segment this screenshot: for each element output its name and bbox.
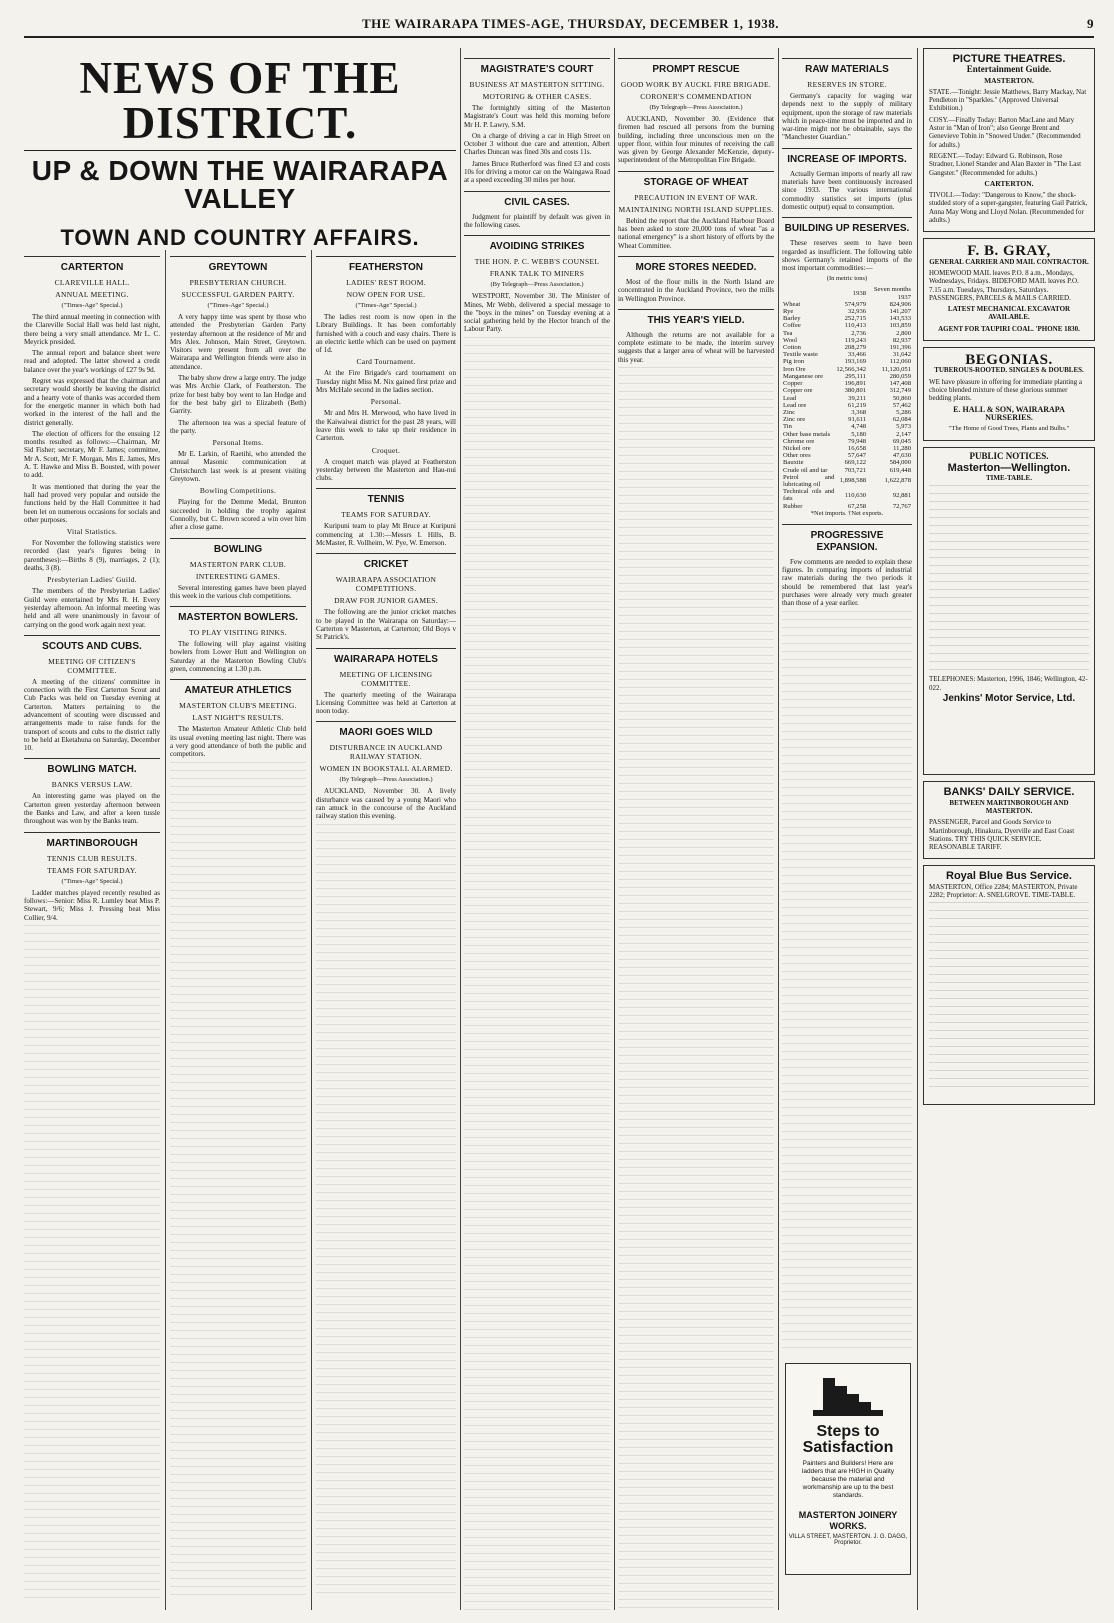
table-cell: 619,448 [889, 466, 911, 474]
article-paragraph: Germany's capacity for waging war depends next to the supply of military equipment, upon the storage of raw materials which in peace-time must be imported and in war-time might not be obtainable, says the "Manchester Guardian." [782, 92, 912, 142]
table-cell: Zinc ore [783, 416, 806, 424]
article-subhead: (By Telegraph—Press Association.) [490, 281, 584, 289]
text-lines [24, 925, 160, 1600]
article-paragraph: Ladder matches played recently resulted as follows:—Senior: Miss R. Lumley beat Miss P. Stewart, 9/6; Miss J. Pressing beat Miss Collier, 9/4. [24, 888, 160, 922]
article-paragraph: WESTPORT, November 30. The Minister of Mines, Mr Webb, delivered a special message to the "boys in the mines" on Tuesday evening at a social gathering held by the Hector branch of the Labour Party. [464, 292, 610, 334]
table-cell: Tea [783, 329, 793, 337]
table-cell: 39,211 [848, 394, 867, 402]
table-row [782, 452, 912, 459]
state-listing: STATE.—Tonight: Jessie Matthews, Barry Mackay, Nat Pendleton in "Sparkles." (Approved Universal Exhibition.) [929, 87, 1087, 113]
table-cell: 295,111 [845, 372, 867, 380]
article-headline: FEATHERSTON [316, 256, 456, 274]
table-cell: Crude oil and tar [783, 466, 828, 474]
table-cell: 50,860 [892, 394, 911, 402]
article-subhead: ("Times-Age" Special.) [207, 302, 269, 309]
article-subhead: Croquet. [371, 445, 401, 455]
table-cell: Technical oils and fats [783, 488, 835, 503]
article-paragraph: A meeting of the citizens' committee in connection with the First Carterton Scout and Cub Packs was held on Tuesday evening at Carterton. Matters pertaining to the advancement of scouting were discussed and arrangements made to raise funds for the transport of scouts and cubs to the district rally to be held at Eketahuna on Saturday, December 10. [24, 677, 160, 753]
article-headline: MARTINBOROUGH [24, 832, 160, 850]
table-row [782, 503, 912, 510]
article-subhead: LADIES' REST ROOM. [346, 278, 426, 287]
table-cell: Tin [783, 423, 792, 431]
table-row [782, 431, 912, 438]
text-lines [782, 611, 912, 1352]
table-cell: Pig iron [783, 358, 805, 366]
table-cell: 5,973 [896, 423, 911, 431]
table-cell: Zinc [783, 408, 796, 416]
table-row [782, 366, 912, 373]
article-paragraph: Most of the flour mills in the North Island are concentrated in the Auckland Province, two the mills in Wellington Province. [618, 277, 774, 303]
article-subhead: LAST NIGHT'S RESULTS. [192, 713, 284, 723]
table-cell: 1,898,588 [839, 477, 867, 485]
table-cell: 1,622,878 [884, 477, 911, 485]
table-row [782, 474, 912, 488]
steps-ad [785, 1363, 911, 1575]
begonias-shop: E. HALL & SON, WAIRARAPA NURSERIES. [953, 404, 1065, 422]
article-subhead: TEAMS FOR SATURDAY. [47, 865, 137, 875]
news-title: NEWS OF THE DISTRICT. [79, 53, 401, 148]
table-cell: Copper ore [783, 387, 813, 395]
article-headline: PROMPT RESCUE [618, 58, 774, 76]
table-cell: Petrol and lubricating oil [783, 473, 835, 488]
article-paragraph: It was mentioned that during the year the hall had proved very popular and outside the functions held by the Hall Committee it had been let on numerous occasions for socials and other purposes. [24, 482, 160, 524]
table-cell: 2,736 [851, 329, 867, 337]
table-cell: Rubber [783, 502, 803, 510]
banks-text: PASSENGER, Parcel and Goods Service to Martinborough, Hinakura, Dyerville and East Coast Stations. TRY THIS QUICK SERVICE. REASONABLE TARIFF. [929, 818, 1075, 852]
article-paragraph: Playing for the Demme Medal, Brunton succeeded in holding the trophy against Connolly, but C. Brown scored a win over him after a close game. [170, 498, 306, 532]
masthead [24, 16, 1094, 34]
table-row [782, 315, 912, 322]
article-paragraph: At the Fire Brigade's card tournament on Tuesday night Miss M. Nix gained first prize and Mrs McHale second in the ladies section. [316, 369, 456, 395]
article-paragraph: Kuripuni team to play Mt Bruce at Kuripuni commencing at 1.30:—Messrs I. Hills, B. McMaster, R. Vollheim, W. Pye, W. Emerson. [316, 522, 456, 548]
table-cell: 141,207 [889, 308, 911, 316]
table-row [782, 358, 912, 365]
column-prompt-rescue [618, 52, 774, 1612]
divider-3 [460, 48, 461, 1610]
telephones: TELEPHONES: Masterton, 1996, 1846; Wellington, 42-022. [929, 675, 1088, 692]
steps-company: MASTERTON JOINERY WORKS. [798, 1510, 898, 1531]
article-subhead: MOTORING & OTHER CASES. [482, 92, 592, 101]
article-paragraph: A croquet match was played at Featherston yesterday between the Masterton and Hau-nui clubs. [316, 457, 456, 483]
article-headline: CIVIL CASES. [464, 191, 610, 209]
masterton-label: MASTERTON. [984, 75, 1034, 85]
article-paragraph: The quarterly meeting of the Wairarapa Licensing Committee was held at Carterton at noon today. [316, 690, 456, 716]
column-featherston [316, 250, 456, 1600]
table-cell: 143,533 [889, 315, 911, 323]
table-row [782, 488, 912, 502]
table-row [782, 351, 912, 358]
table-cell: 208,279 [844, 344, 867, 352]
begonias-text: WE have pleasure in offering for immediate planting a choice blended mixture of these glorious summer bedding plants. [929, 377, 1083, 403]
table-cell: 5,180 [851, 430, 867, 438]
notices-title: PUBLIC NOTICES. [969, 451, 1049, 462]
article-subhead: DISTURBANCE IN AUCKLAND RAILWAY STATION. [329, 743, 443, 762]
table-cell: 57,462 [892, 401, 911, 409]
table-cell: 252,715 [844, 315, 867, 323]
table-cell: 380,801 [844, 387, 867, 395]
timetable-title: Masterton—Wellington. [947, 461, 1071, 474]
table-cell: Textile waste [783, 351, 818, 359]
masthead-title: THE WAIRARAPA TIMES-AGE, THURSDAY, DECEMBER 1, 1938. [361, 16, 780, 31]
table-cell: Lead ore [783, 401, 807, 409]
begonias-title: BEGONIAS. [965, 352, 1053, 369]
article-paragraph: The annual report and balance sheet were read and adopted. The latter showed a credit balance over the year's workings of £27 9s 9d. [24, 349, 160, 374]
article-paragraph: The following are the junior cricket matches to be played in the Wairarapa on Saturday:—Carterton v Masterton, at Carterton; Old Boys v St Patrick's. [316, 608, 456, 642]
article-paragraph: AUCKLAND, November 30. A lively disturbance was caused by a young Maori who ran amuck in the concourse of the Auckland railway station this evening. [316, 787, 456, 821]
table-row [782, 467, 912, 474]
column-magistrates-court [464, 52, 610, 1612]
article-headline: STORAGE OF WHEAT [618, 171, 774, 189]
table-cell: Barley [783, 315, 801, 323]
article-headline: GREYTOWN [170, 256, 306, 274]
article-subhead: MASTERTON CLUB'S MEETING. [179, 701, 297, 711]
news-header [24, 48, 456, 259]
article-paragraph: A very happy time was spent by those who attended the Presbyterian Garden Party yesterday afternoon at the residence of Mr and Mrs Alex. Johnson, Main Street, Greytown. Visitors were present from all over the Wairarapa and Wellington friends were also in attendance. [170, 313, 306, 371]
table-cell: 147,408 [889, 380, 911, 388]
table-row [782, 402, 912, 409]
table-row [782, 322, 912, 329]
article-subhead: TEAMS FOR SATURDAY. [341, 510, 431, 520]
article-paragraph: Actually German imports of nearly all raw materials have been continuously increased since 1933. The various international commodity statistics set imports (plus domestic output) equal to consumption. [782, 169, 912, 211]
table-cell: 2,800 [896, 329, 911, 337]
table-cell: 79,948 [847, 437, 867, 445]
gray-title: F. B. GRAY, [967, 243, 1051, 260]
regent-listing: REGENT.—Today: Edward G. Robinson, Rose Stradner, Lionel Stander and Alan Baxter in "The Last Gangster." (Recommended for adults.) [929, 151, 1082, 177]
table-row [782, 416, 912, 423]
table-cell: Lead [783, 394, 797, 402]
table-cell: 110,413 [844, 322, 867, 330]
begonias-tag: "The Home of Good Trees, Plants and Bulbs." [948, 425, 1070, 433]
table-row [782, 308, 912, 315]
table-cell: Other base metals [783, 430, 831, 438]
article-paragraph: Behind the report that the Auckland Harbour Board has been asked to store 20,000 tons of wheat "as a national emergency" is a short history of efforts by the Wheat Committee. [618, 216, 774, 250]
article-subhead: DRAW FOR JUNIOR GAMES. [334, 596, 438, 606]
table-row [782, 459, 912, 466]
table-cell: 2,147 [896, 430, 911, 438]
table-cell: Wheat [783, 300, 801, 308]
table-cell: 103,859 [889, 322, 911, 330]
gray-ad [923, 238, 1095, 341]
banks-subtitle: BETWEEN MARTINBOROUGH AND MASTERTON. [949, 798, 1069, 815]
article-subhead: TENNIS CLUB RESULTS. [46, 853, 138, 863]
article-headline: BOWLING MATCH. [24, 758, 160, 776]
article-paragraph: The members of the Presbyterian Ladies' Guild were entertained by Mrs R. H. Every yesterday afternoon. An informal meeting was held and all were unanimously in favour of carrying on the good work again next year. [24, 587, 160, 629]
table-cell: 196,891 [844, 380, 867, 388]
article-subhead: Bowling Competitions. [199, 486, 277, 496]
table-cell: 33,466 [847, 351, 867, 359]
begonias-subtitle: TUBEROUS-ROOTED. SINGLES & DOUBLES. [934, 366, 1084, 375]
table-header-row [782, 286, 912, 300]
banks-title: BANKS' DAILY SERVICE. [943, 786, 1075, 799]
imports-table-grid [782, 286, 912, 509]
table-cell: Copper [783, 380, 803, 388]
article-paragraph: Several interesting games have been played this week in the various club competitions. [170, 583, 306, 600]
article-headline: MAORI GOES WILD [316, 721, 456, 739]
table-cell: 11,120,051 [881, 365, 911, 373]
table-cell: 47,630 [892, 452, 911, 460]
article-subhead: Card Tournament. [356, 357, 416, 367]
article-subhead: ("Times-Age" Special.) [61, 302, 123, 309]
royal-title: Royal Blue Bus Service. [946, 870, 1072, 883]
article-paragraph: The election of officers for the ensuing 12 months resulted as follows:—Chairman, Mr Sid Fisher; secretary, Mr F. James; committee, Mr A. Scott, Mr F. Morgan, Mrs E. James, Mrs A. T. Hawke and Miss B. Bousted, with power to add. [24, 429, 160, 480]
table-row [782, 438, 912, 445]
article-paragraph: Regret was expressed that the chairman and secretary would shortly be leaving the district and a hearty vote of thanks was accorded them for the energetic manner in which both had worked in the interest of the hall and the district generally. [24, 377, 160, 427]
article-subhead: ("Times-Age" Special.) [355, 302, 417, 309]
article-subhead: ANNUAL MEETING. [55, 290, 129, 299]
table-cell: Nickel ore [783, 444, 811, 452]
table-cell: Cotton [783, 344, 801, 352]
article-subhead: SUCCESSFUL GARDEN PARTY. [181, 290, 295, 299]
table-cell: Wool [783, 336, 798, 344]
text-lines [316, 824, 456, 1600]
table-cell: Manganese ore [783, 372, 824, 380]
royal-text: MASTERTON, Office 2284; MASTERTON, Private 2282; Proprietor: A. SNELGROVE. TIME-TABLE. [929, 882, 1078, 900]
title-rule [24, 150, 456, 151]
article-headline: THIS YEAR'S YIELD. [618, 309, 774, 327]
banks-ad [923, 781, 1095, 859]
table-cell: 69,045 [892, 437, 911, 445]
article-subhead: NOW OPEN FOR USE. [346, 290, 426, 299]
table-cell: 62,084 [892, 416, 911, 424]
article-subhead: TO PLAY VISITING RINKS. [189, 628, 287, 638]
imports-table [782, 275, 912, 509]
table-cell: Bauxite [783, 459, 804, 467]
article-subhead: Personal Items. [212, 438, 264, 448]
table-row [782, 423, 912, 430]
article-subhead: MEETING OF CITIZEN'S COMMITTEE. [48, 656, 136, 675]
table-row [782, 373, 912, 380]
steps-body: Painters and Builders! Here are ladders that are HIGH in Quality because the material and workmanship are up to the best standards. [801, 1460, 895, 1499]
article-subhead: CLAREVILLE HALL. [54, 278, 130, 287]
table-cell: 191,396 [889, 344, 911, 352]
article-headline: INCREASE OF IMPORTS. [782, 148, 912, 166]
article-headline: MASTERTON BOWLERS. [170, 606, 306, 624]
table-cell: Rye [783, 308, 794, 316]
article-subhead: MEETING OF LICENSING COMMITTEE. [339, 669, 433, 688]
table-row [782, 301, 912, 308]
article-paragraph: The following will play against visiting bowlers from Lower Hutt and Wellington on Saturday at the Masterton Bowling Club's green, commencing at 1.30 p.m. [170, 640, 306, 674]
royal-blue-ad [923, 865, 1095, 1105]
divider-4 [614, 48, 615, 1610]
table-row [782, 445, 912, 452]
table-header-cell: 1938 [852, 290, 867, 298]
page-number: 9 [1086, 16, 1094, 31]
article-headline: RAW MATERIALS [782, 58, 912, 76]
article-subhead: BUSINESS AT MASTERTON SITTING. [469, 80, 605, 89]
ladder-icon [805, 1374, 891, 1420]
article-subhead: MAINTAINING NORTH ISLAND SUPPLIES. [618, 204, 774, 214]
steps-headline-2: Satisfaction [802, 1439, 894, 1456]
article-subhead: THE HON. P. C. WEBB'S COUNSEL [474, 257, 600, 267]
table-cell: 280,059 [889, 372, 911, 380]
text-lines [618, 367, 774, 1612]
table-cell: 112,060 [889, 358, 911, 366]
article-paragraph: The third annual meeting in connection with the Clareville Social Hall was held last night, there being a very small attendance. Mr L. C. Meyrick presided. [24, 313, 160, 346]
table-cell: 119,243 [844, 336, 867, 344]
article-subhead: Presbyterian Ladies' Guild. [47, 575, 137, 585]
gray-subtitle: GENERAL CARRIER AND MAIL CONTRACTOR. [929, 257, 1089, 266]
table-cell: 67,258 [847, 502, 867, 510]
article-headline: AMATEUR ATHLETICS [170, 679, 306, 697]
article-subhead: RESERVES IN STORE. [807, 80, 887, 89]
table-cell: 91,611 [848, 416, 867, 424]
begonias-ad [923, 347, 1095, 441]
article-subhead: PRESBYTERIAN CHURCH. [189, 278, 287, 287]
article-subhead: FRANK TALK TO MINERS [489, 269, 585, 279]
article-paragraph: The fortnightly sitting of the Masterton Magistrate's Court was held this morning before Mr H. P. Lawry, S.M. [464, 104, 610, 129]
cosy-listing: COSY.—Finally Today: Barton MacLane and Mary Astor in "Man of Iron"; also George Brent and Genevieve Tobin in "Snowed Under." (Recommended for adults.) [929, 115, 1081, 149]
right-column [923, 48, 1095, 1111]
column-greytown [170, 250, 306, 1600]
article-paragraph: The Masterton Amateur Athletic Club held its usual evening meeting last night. There was a very good attendance of both the public and competitors. [170, 725, 306, 759]
article-subhead: Personal. [370, 397, 402, 407]
carterton-label: CARTERTON. [984, 178, 1034, 188]
article-subhead: MASTERTON PARK CLUB. [189, 559, 287, 569]
table-cell: 5,286 [896, 408, 911, 416]
article-paragraph: The ladies rest room is now open in the Library Buildings. It has been comfortably furnished with a couch and easy chairs. There is an electric kettle which can be used on payment of 1d. [316, 313, 456, 355]
table-cell: 12,566,342 [836, 365, 867, 373]
table-cell: 32,936 [847, 308, 867, 316]
table-row [782, 380, 912, 387]
article-subhead: ("Times-Age" Special.) [61, 877, 123, 885]
article-headline: BOWLING [170, 538, 306, 556]
table-cell: 4,748 [851, 423, 867, 431]
article-headline: TENNIS [316, 488, 456, 506]
royal-lines [929, 902, 1089, 1092]
guide-title: Entertainment Guide. [966, 64, 1052, 75]
article-subhead: INTERESTING GAMES. [195, 571, 281, 581]
article-headline: CRICKET [316, 553, 456, 571]
table-cell: 584,000 [889, 459, 911, 467]
steps-address: VILLA STREET, MASTERTON. J. G. DAGG, Proprietor. [788, 1534, 908, 1546]
timetable-lines [929, 485, 1089, 675]
table-cell: 3,368 [851, 408, 867, 416]
masthead-rule [24, 36, 1094, 38]
jenkins-title: Jenkins' Motor Service, Ltd. [942, 692, 1076, 704]
table-header-cell [782, 286, 835, 300]
table-cell: Iron Ore [783, 365, 806, 373]
article-paragraph: An interesting game was played on the Carterton green yesterday afternoon between the Banks and Law, and after a keen tussle throughout was won by the Banks team. [24, 792, 160, 826]
news-subtitle: UP & DOWN THE WAIRARAPA VALLEY [31, 155, 449, 214]
table-cell: Other ores [783, 452, 811, 460]
article-subhead: (By Telegraph—Press Association.) [339, 776, 433, 784]
article-paragraph: These reserves seem to have been regarded as insufficient. The following table shows Germany's retained imports of the most important commodities:— [782, 239, 912, 273]
article-headline: MORE STORES NEEDED. [618, 256, 774, 274]
gray-text: HOMEWOOD MAIL leaves P.O. 8 a.m., Mondays, Wednesdays, Fridays. BIDEFORD MAIL leaves P.O. 7.15 a.m. Tuesdays, Thursdays, Saturdays. PASSENGERS, PARCELS & MAILS CARRIED. [929, 268, 1079, 302]
article-paragraph: For November the following statistics were recorded (last year's figures being in parentheses):—Births 8 (9), marriages, 2 (1); deaths, 3 (8). [24, 539, 160, 573]
article-paragraph: The baby show drew a large entry. The judge was Mrs Archie Clark, of Featherston. The prize for best baby boy went to Ian Hodge and for the best baby girl to Elizabeth (Beth) Garrity. [170, 374, 306, 416]
table-cell: 57,647 [847, 452, 867, 460]
article-paragraph: James Bruce Rutherford was fined £3 and costs 10s for driving a motor car on the Waingawa Road at a speed exceeding 30 miles per hour. [464, 159, 610, 185]
article-subhead: WOMEN IN BOOKSTALL ALARMED. [319, 764, 453, 774]
article-headline: WAIRARAPA HOTELS [316, 648, 456, 666]
table-cell: 61,219 [847, 401, 867, 409]
table-row [782, 344, 912, 351]
table-caption: (In metric tons) [826, 275, 868, 283]
table-row [782, 409, 912, 416]
table-cell: 82,937 [892, 336, 911, 344]
table-cell: 574,979 [844, 300, 867, 308]
table-cell: 92,881 [892, 491, 911, 499]
news-section: TOWN AND COUNTRY AFFAIRS. [60, 225, 420, 250]
article-paragraph: Judgment for plaintiff by default was given in the following cases. [464, 212, 610, 229]
theatres-title: PICTURE THEATRES. [952, 53, 1066, 65]
text-lines [464, 337, 610, 1612]
table-cell: 669,122 [844, 459, 867, 467]
table-cell: 824,906 [889, 300, 911, 308]
column-carterton [24, 250, 160, 1600]
article-headline: BUILDING UP RESERVES. [782, 217, 912, 235]
article-paragraph: Mr and Mrs H. Merwood, who have lived in the Kaiwaiwai district for the past 28 years, will leave this week to take up their residence in Carterton. [316, 409, 456, 443]
text-lines [170, 762, 306, 1601]
table-cell: 703,721 [844, 466, 867, 474]
masthead-spacer [24, 16, 54, 34]
article-subhead: Vital Statistics. [66, 527, 118, 537]
steps-headline-1: Steps to [816, 1423, 880, 1440]
timetable-subtitle: TIME-TABLE. [986, 473, 1032, 482]
table-row [782, 337, 912, 344]
article-subhead: PRECAUTION IN EVENT OF WAR. [634, 192, 758, 202]
divider-1 [165, 250, 166, 1610]
table-cell: 193,169 [844, 358, 867, 366]
divider-5 [778, 48, 779, 1610]
table-cell: 16,658 [847, 444, 867, 452]
table-cell: 110,630 [844, 491, 867, 499]
article-subhead: GOOD WORK BY AUCKL FIRE BRIGADE. [620, 80, 772, 89]
gray-excavator: LATEST MECHANICAL EXCAVATOR AVAILABLE. [947, 305, 1071, 322]
public-notices [923, 447, 1095, 775]
table-cell: Coffee [783, 322, 801, 330]
table-cell: 312,749 [889, 387, 911, 395]
entertainment-guide [923, 48, 1095, 232]
article-paragraph: Mr E. Larkin, of Raetihi, who attended the annual Masonic communication at Christchurch last week is at present visiting Greytown. [170, 450, 306, 484]
table-row [782, 330, 912, 337]
article-paragraph: The afternoon tea was a special feature of the party. [170, 418, 306, 435]
divider-6 [917, 48, 918, 1610]
article-subhead: *Net imports. †Net exports. [810, 509, 884, 517]
article-headline: PROGRESSIVE EXPANSION. [782, 524, 912, 554]
article-subhead: WAIRARAPA ASSOCIATION COMPETITIONS. [335, 575, 437, 594]
article-subhead: CORONER'S COMMENDATION [640, 92, 752, 101]
table-cell: 31,642 [892, 351, 911, 359]
table-cell: 11,280 [893, 444, 911, 452]
article-paragraph: AUCKLAND, November 30. (Evidence that firemen had rescued all persons from the burning building, including three unconscious men on the upper floor, within four minutes of receiving the call was given by George Alexander McKenzie, deputy-superintendent of the Metropolitan Fire Brigade. [618, 115, 774, 165]
article-paragraph: Few comments are needed to explain these figures. In comparing imports of industrial raw materials during the two periods it should be remembered that last year's purchases were already very much greater than those of a year earlier. [782, 557, 912, 608]
column-raw-materials [782, 52, 912, 1352]
table-row [782, 387, 912, 394]
divider-2 [311, 250, 312, 1610]
table-header-cell: Seven months 1937 [873, 286, 911, 301]
table-cell: Chrome ore [783, 437, 815, 445]
article-subhead: BANKS VERSUS LAW. [51, 780, 133, 790]
article-headline: AVOIDING STRIKES [464, 235, 610, 253]
table-row [782, 395, 912, 402]
article-headline: CARTERTON [24, 256, 160, 274]
gray-agent: AGENT FOR TAUPIRI COAL. 'PHONE 1830. [938, 324, 1080, 333]
tivoli-listing: TIVOLI.—Today: "Dangerous to Know," the shock-studded story of a super-gangster, featuring Gail Patrick, Anna May Wong and Lloyd Nolan. (Recommended for adults.) [929, 191, 1088, 225]
article-headline: MAGISTRATE'S COURT [464, 58, 610, 76]
article-headline: SCOUTS AND CUBS. [24, 635, 160, 653]
table-cell: 72,767 [892, 502, 911, 510]
article-subhead: (By Telegraph—Press Association.) [649, 104, 743, 111]
article-paragraph: On a charge of driving a car in High Street on October 3 without due care and attention, Albert Charles Duncan was fined 30s and costs 11s. [464, 131, 610, 157]
article-paragraph: Although the returns are not available for a complete estimate to be made, the interim survey suggests that a larger area of wheat will be harvested this year. [618, 330, 774, 364]
